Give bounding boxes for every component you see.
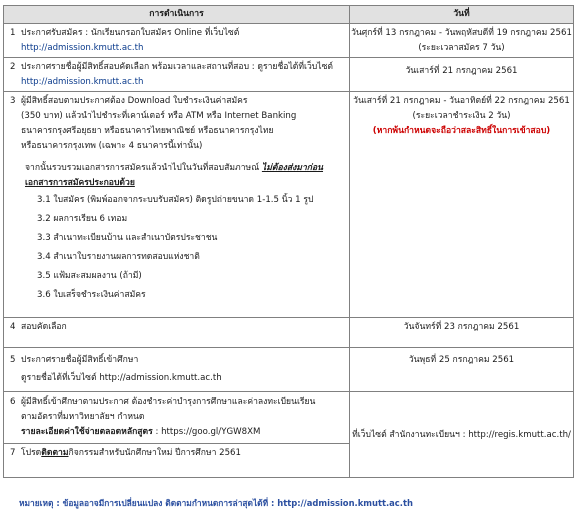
step-line: ประกาศรายชื่อผู้มีสิทธิ์เข้าศึกษา xyxy=(21,355,139,365)
step-line: ธนาคารกรุงศรีอยุธยา หรือธนาคารไทยพาณิชย์ หรือธนาคารกรุงไทย xyxy=(21,126,274,136)
document-item: 3.3 สำเนาทะเบียนบ้าน และสำเนาบัตรประชาชน xyxy=(37,233,218,243)
step-instructions: จากนั้นรวบรวมเอกสารการสมัครแล้วนำไปในวันที่สอบสัมภาษณ์ ไม่ต้องส่งมาก่อน xyxy=(25,163,324,173)
step-number: 4 xyxy=(10,322,16,332)
emphasis-text: ไม่ต้องส่งมาก่อน xyxy=(261,163,324,173)
step-text: ประกาศรับสมัคร : นักเรียนกรอกใบสมัคร Online ที่เว็บไซต์ xyxy=(21,28,240,38)
step-cell xyxy=(4,24,350,58)
date-cell xyxy=(350,392,574,478)
step-line: ตามอัตราที่มหาวิทยาลัยฯ กำหนด xyxy=(21,412,145,422)
document-item: 3.4 สำเนาใบรายงานผลการทดสอบแห่งชาติ xyxy=(37,252,200,262)
footnote: หมายเหตุ : ข้อมูลอาจมีการเปลี่ยนแปลง ติดตามกำหนดการล่าสุดได้ที่ : http://admission.kmutt.ac.th xyxy=(19,498,413,508)
date-text: วันจันทร์ที่ 23 กรกฎาคม 2561 xyxy=(403,322,520,332)
documents-heading: เอกสารการสมัครประกอบด้วย xyxy=(25,178,135,188)
step-text: สอบคัดเลือก xyxy=(21,322,67,332)
table-row xyxy=(4,92,574,318)
step-number: 3 xyxy=(10,96,16,106)
date-cell xyxy=(350,92,574,318)
date-cell xyxy=(350,24,574,58)
header-date: วันที่ xyxy=(350,6,574,24)
step-cell xyxy=(4,392,350,444)
document-item: 3.1 ใบสมัคร (พิมพ์ออกจากระบบรับสมัคร) ติดรูปถ่ายขนาด 1-1.5 นิ้ว 1 รูป xyxy=(37,195,314,205)
step-line: หรือธนาคารกรุงเทพ (เฉพาะ 4 ธนาคารนี้เท่านั้น) xyxy=(21,141,203,151)
admission-link[interactable]: http://admission.kmutt.ac.th xyxy=(99,373,222,383)
warning-text: (หากพ้นกำหนดจะถือว่าสละสิทธิ์ในการเข้าสอบ) xyxy=(372,126,551,136)
step-line: ผู้มีสิทธิ์สอบตามประกาศต้อง Download ใบชำระเงินค่าสมัคร xyxy=(21,96,248,106)
date-note: (ระยะเวลาชำระเงิน 2 วัน) xyxy=(412,111,511,121)
step-number: 2 xyxy=(10,62,16,72)
step-text: โปรดติดตามกิจกรรมสำหรับนักศึกษาใหม่ ปีการศึกษา 2561 xyxy=(21,448,241,458)
table-row xyxy=(4,58,574,92)
document-item: 3.6 ใบเสร็จชำระเงินค่าสมัคร xyxy=(37,290,146,300)
step-cell xyxy=(4,444,350,478)
table-row xyxy=(4,24,574,58)
date-cell xyxy=(350,348,574,392)
step-cell xyxy=(4,92,350,318)
table-row xyxy=(4,392,574,444)
table-header-row xyxy=(4,6,574,24)
admission-link[interactable]: http://admission.kmutt.ac.th xyxy=(21,43,144,53)
admission-link[interactable]: http://admission.kmutt.ac.th xyxy=(21,77,144,87)
documents-list xyxy=(4,191,349,305)
step-number: 6 xyxy=(10,397,16,407)
step-text: ประกาศรายชื่อผู้มีสิทธิ์สอบคัดเลือก พร้อมเวลาและสถานที่สอบ : ดูรายชื่อได้ที่เว็บไซต์ xyxy=(21,62,333,72)
date-text: วันศุกร์ที่ 13 กรกฎาคม - วันพฤหัสบดีที่ 19 กรกฎาคม 2561 xyxy=(351,28,572,38)
step-number: 5 xyxy=(10,355,16,365)
cost-details-link[interactable]: : https://goo.gl/YGW8XM xyxy=(152,427,261,437)
table-row xyxy=(4,318,574,348)
document-item: 3.2 ผลการเรียน 6 เทอม xyxy=(37,214,128,224)
schedule-table xyxy=(3,5,574,478)
step-line: (350 บาท) แล้วนำไปชำระที่เคาน์เตอร์ หรือ ATM หรือ Internet Banking xyxy=(21,111,297,121)
cost-details-label: รายละเอียดค่าใช้จ่ายตลอดหลักสูตร xyxy=(21,427,153,437)
step-line: ผู้มีสิทธิ์เข้าศึกษาตามประกาศ ต้องชำระค่าบำรุงการศึกษาและค่าลงทะเบียนเรียน xyxy=(21,397,316,407)
date-note: (ระยะเวลาสมัคร 7 วัน) xyxy=(418,43,505,53)
emphasis-text: ติดตาม xyxy=(41,448,69,458)
date-text: วันพุธที่ 25 กรกฎาคม 2561 xyxy=(408,355,515,365)
date-cell xyxy=(350,58,574,92)
table-row xyxy=(4,348,574,392)
date-cell xyxy=(350,318,574,348)
step-cell xyxy=(4,348,350,392)
header-steps: การดำเนินการ xyxy=(4,6,350,24)
step-line: ดูรายชื่อได้ที่เว็บไซต์ xyxy=(21,373,100,383)
date-text: วันเสาร์ที่ 21 กรกฎาคม 2561 xyxy=(405,66,518,76)
step-number: 1 xyxy=(10,28,16,38)
regis-website-text[interactable]: ที่เว็บไซต์ สำนักงานทะเบียนฯ : http://regis.kmutt.ac.th/ xyxy=(352,430,571,440)
step-number: 7 xyxy=(10,448,16,458)
step-cell xyxy=(4,318,350,348)
date-text: วันเสาร์ที่ 21 กรกฎาคม - วันอาทิตย์ที่ 22 กรกฎาคม 2561 xyxy=(353,96,570,106)
document-item: 3.5 แฟ้มสะสมผลงาน (ถ้ามี) xyxy=(37,271,142,281)
step-cell xyxy=(4,58,350,92)
